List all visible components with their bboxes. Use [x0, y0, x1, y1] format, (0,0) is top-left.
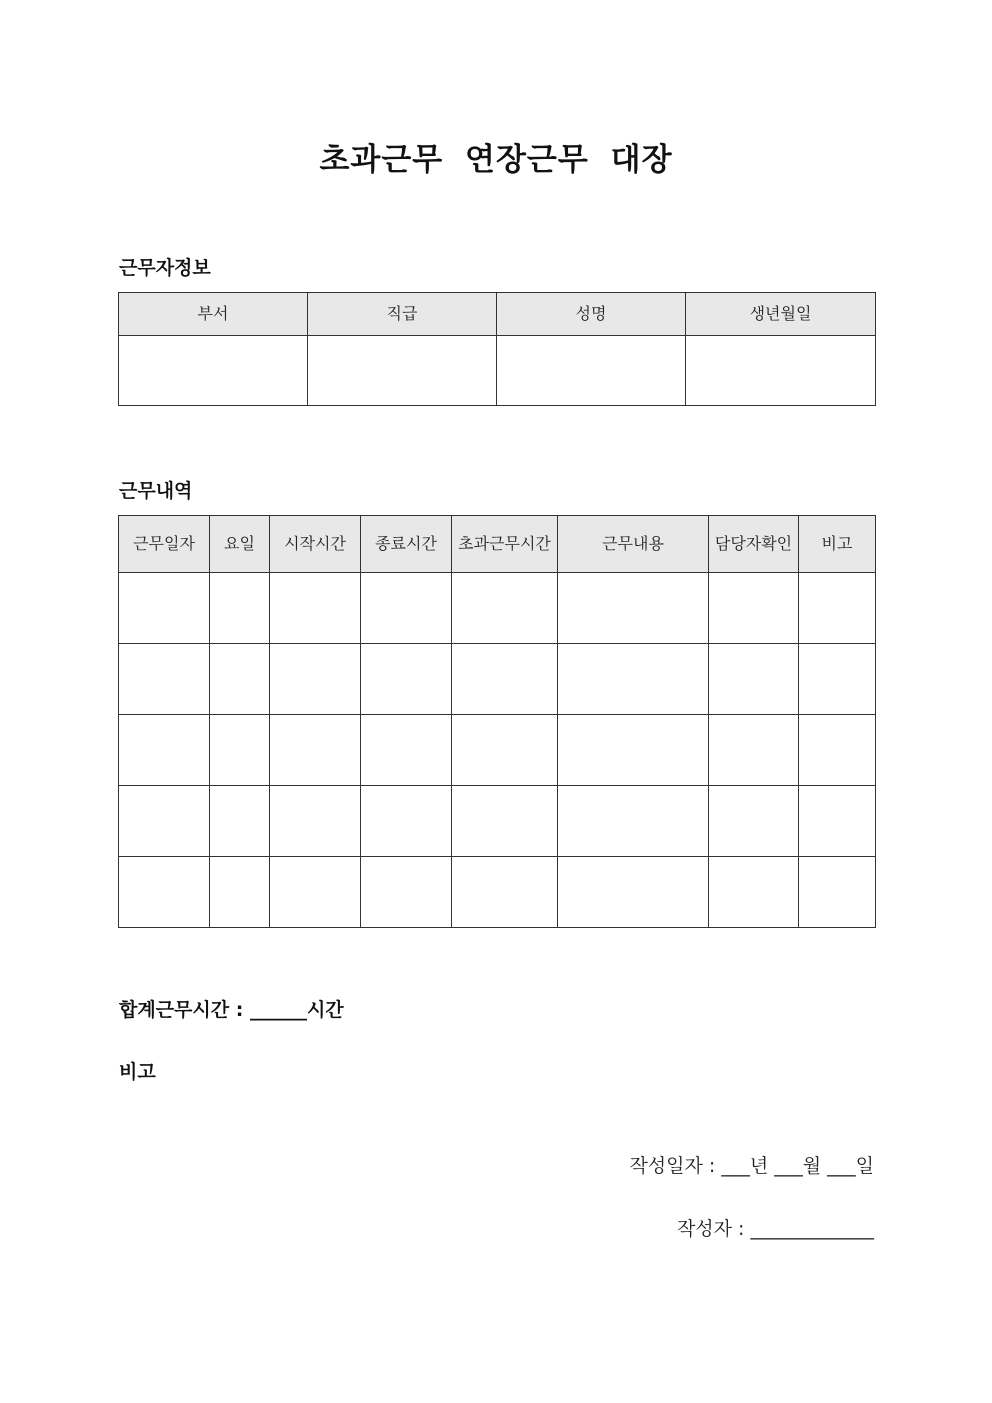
header-weekday: 요일: [210, 516, 270, 573]
header-start-time: 시작시간: [270, 516, 361, 573]
overtime-hours-cell[interactable]: [452, 715, 558, 786]
manager-confirm-cell[interactable]: [709, 786, 799, 857]
work-date-cell[interactable]: [119, 786, 210, 857]
total-work-hours: 합계근무시간 : ______시간: [119, 999, 344, 1021]
end-time-cell[interactable]: [361, 573, 452, 644]
manager-confirm-cell[interactable]: [709, 573, 799, 644]
header-manager-confirm: 담당자확인: [709, 516, 799, 573]
remarks-cell[interactable]: [799, 573, 876, 644]
birthdate-cell[interactable]: [686, 336, 876, 406]
worker-info-section-title: 근무자정보: [119, 257, 211, 279]
remarks-cell[interactable]: [799, 715, 876, 786]
work-content-cell[interactable]: [558, 573, 709, 644]
manager-confirm-cell[interactable]: [709, 644, 799, 715]
start-time-cell[interactable]: [270, 786, 361, 857]
table-row: [119, 715, 876, 786]
end-time-cell[interactable]: [361, 644, 452, 715]
header-position: 직급: [308, 293, 497, 336]
work-content-cell[interactable]: [558, 786, 709, 857]
table-row: [119, 786, 876, 857]
start-time-cell[interactable]: [270, 573, 361, 644]
header-remarks: 비고: [799, 516, 876, 573]
work-history-table: [118, 515, 876, 928]
header-end-time: 종료시간: [361, 516, 452, 573]
remarks-cell[interactable]: [799, 786, 876, 857]
work-date-cell[interactable]: [119, 644, 210, 715]
weekday-cell[interactable]: [210, 786, 270, 857]
table-row: [119, 857, 876, 928]
work-date-cell[interactable]: [119, 715, 210, 786]
worker-info-header-row: [119, 293, 876, 336]
start-time-cell[interactable]: [270, 857, 361, 928]
end-time-cell[interactable]: [361, 715, 452, 786]
start-time-cell[interactable]: [270, 715, 361, 786]
remarks-cell[interactable]: [799, 644, 876, 715]
manager-confirm-cell[interactable]: [709, 857, 799, 928]
header-birthdate: 생년월일: [686, 293, 876, 336]
overtime-hours-cell[interactable]: [452, 644, 558, 715]
header-work-content: 근무내용: [558, 516, 709, 573]
worker-info-table: [118, 292, 876, 406]
header-work-date: 근무일자: [119, 516, 210, 573]
department-cell[interactable]: [119, 336, 308, 406]
work-content-cell[interactable]: [558, 644, 709, 715]
weekday-cell[interactable]: [210, 857, 270, 928]
start-time-cell[interactable]: [270, 644, 361, 715]
overtime-hours-cell[interactable]: [452, 573, 558, 644]
work-content-cell[interactable]: [558, 857, 709, 928]
header-overtime-hours: 초과근무시간: [452, 516, 558, 573]
header-department: 부서: [119, 293, 308, 336]
end-time-cell[interactable]: [361, 786, 452, 857]
weekday-cell[interactable]: [210, 573, 270, 644]
name-cell[interactable]: [497, 336, 686, 406]
remarks-cell[interactable]: [799, 857, 876, 928]
work-history-section-title: 근무내역: [119, 480, 193, 502]
worker-info-input-row: [119, 336, 876, 406]
work-date-cell[interactable]: [119, 573, 210, 644]
document-title: 초과근무 연장근무 대장: [319, 142, 673, 178]
written-date-line: 작성일자 : ___년 ___월 ___일: [629, 1155, 874, 1177]
work-history-header-row: [119, 516, 876, 573]
overtime-hours-cell[interactable]: [452, 786, 558, 857]
table-row: [119, 573, 876, 644]
header-name: 성명: [497, 293, 686, 336]
manager-confirm-cell[interactable]: [709, 715, 799, 786]
end-time-cell[interactable]: [361, 857, 452, 928]
weekday-cell[interactable]: [210, 644, 270, 715]
overtime-hours-cell[interactable]: [452, 857, 558, 928]
weekday-cell[interactable]: [210, 715, 270, 786]
work-date-cell[interactable]: [119, 857, 210, 928]
work-content-cell[interactable]: [558, 715, 709, 786]
note-label: 비고: [119, 1061, 156, 1083]
author-line: 작성자 : _____________: [676, 1218, 874, 1240]
table-row: [119, 644, 876, 715]
position-cell[interactable]: [308, 336, 497, 406]
